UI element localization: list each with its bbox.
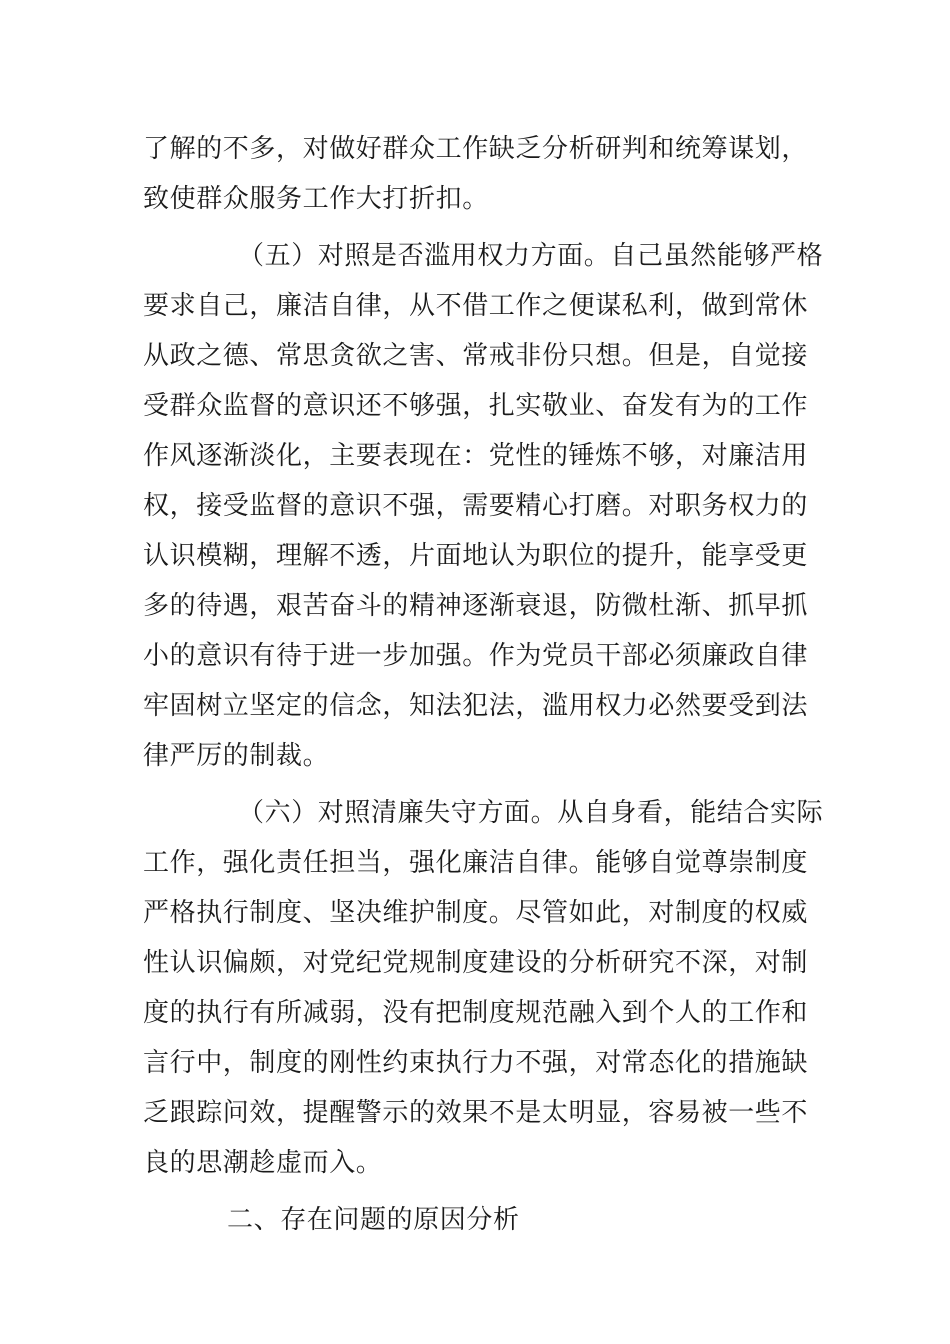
- text-line: 了解的不多，对做好群众工作缺乏分析研判和统筹谋划，: [143, 134, 809, 164]
- text-line: 致使群众服务工作大打折扣。: [143, 184, 489, 214]
- text-line: 乏跟踪问效，提醒警示的效果不是太明显，容易被一些不: [143, 1098, 809, 1128]
- text-line: 从政之德、常思贪欲之害、常戒非份只想。但是，自觉接: [143, 341, 809, 371]
- text-line: 严格执行制度、坚决维护制度。尽管如此，对制度的权威: [143, 898, 809, 928]
- text-line: 良的思潮趁虚而入。: [143, 1148, 383, 1178]
- text-line: 性认识偏颇，对党纪党规制度建设的分析研究不深，对制: [143, 948, 809, 978]
- text-line: 受群众监督的意识还不够强，扎实敬业、奋发有为的工作: [143, 391, 809, 421]
- text-line: 认识模糊，理解不透，片面地认为职位的提升，能享受更: [143, 541, 809, 571]
- text-line: 小的意识有待于进一步加强。作为党员干部必须廉政自律: [143, 641, 809, 671]
- text-line: 度的执行有所减弱，没有把制度规范融入到个人的工作和: [143, 998, 809, 1028]
- paragraph-first-line: （五）对照是否滥用权力方面。自己虽然能够严格: [238, 241, 824, 271]
- text-line: 要求自己，廉洁自律，从不借工作之便谋私利，做到常休: [143, 291, 809, 321]
- text-line: 言行中，制度的刚性约束执行力不强，对常态化的措施缺: [143, 1048, 809, 1078]
- paragraph-first-line: （六）对照清廉失守方面。从自身看，能结合实际: [238, 798, 824, 828]
- text-line: 权，接受监督的意识不强，需要精心打磨。对职务权力的: [143, 491, 809, 521]
- section-five-paragraph: [143, 231, 824, 781]
- document-body: [143, 124, 824, 1245]
- continuation-paragraph: [143, 124, 808, 224]
- text-line: 工作，强化责任担当，强化廉洁自律。能够自觉尊崇制度: [143, 848, 809, 878]
- text-line: 牢固树立坚定的信念，知法犯法，滥用权力必然要受到法: [143, 691, 809, 721]
- section-six-paragraph: [143, 788, 824, 1188]
- text-line: 多的待遇，艰苦奋斗的精神逐渐衰退，防微杜渐、抓早抓: [143, 591, 809, 621]
- section-heading: 二、存在问题的原因分析: [227, 1205, 520, 1235]
- text-line: 作风逐渐淡化，主要表现在：党性的锤炼不够，对廉洁用: [143, 441, 809, 471]
- text-line: 律严厉的制裁。: [143, 741, 330, 771]
